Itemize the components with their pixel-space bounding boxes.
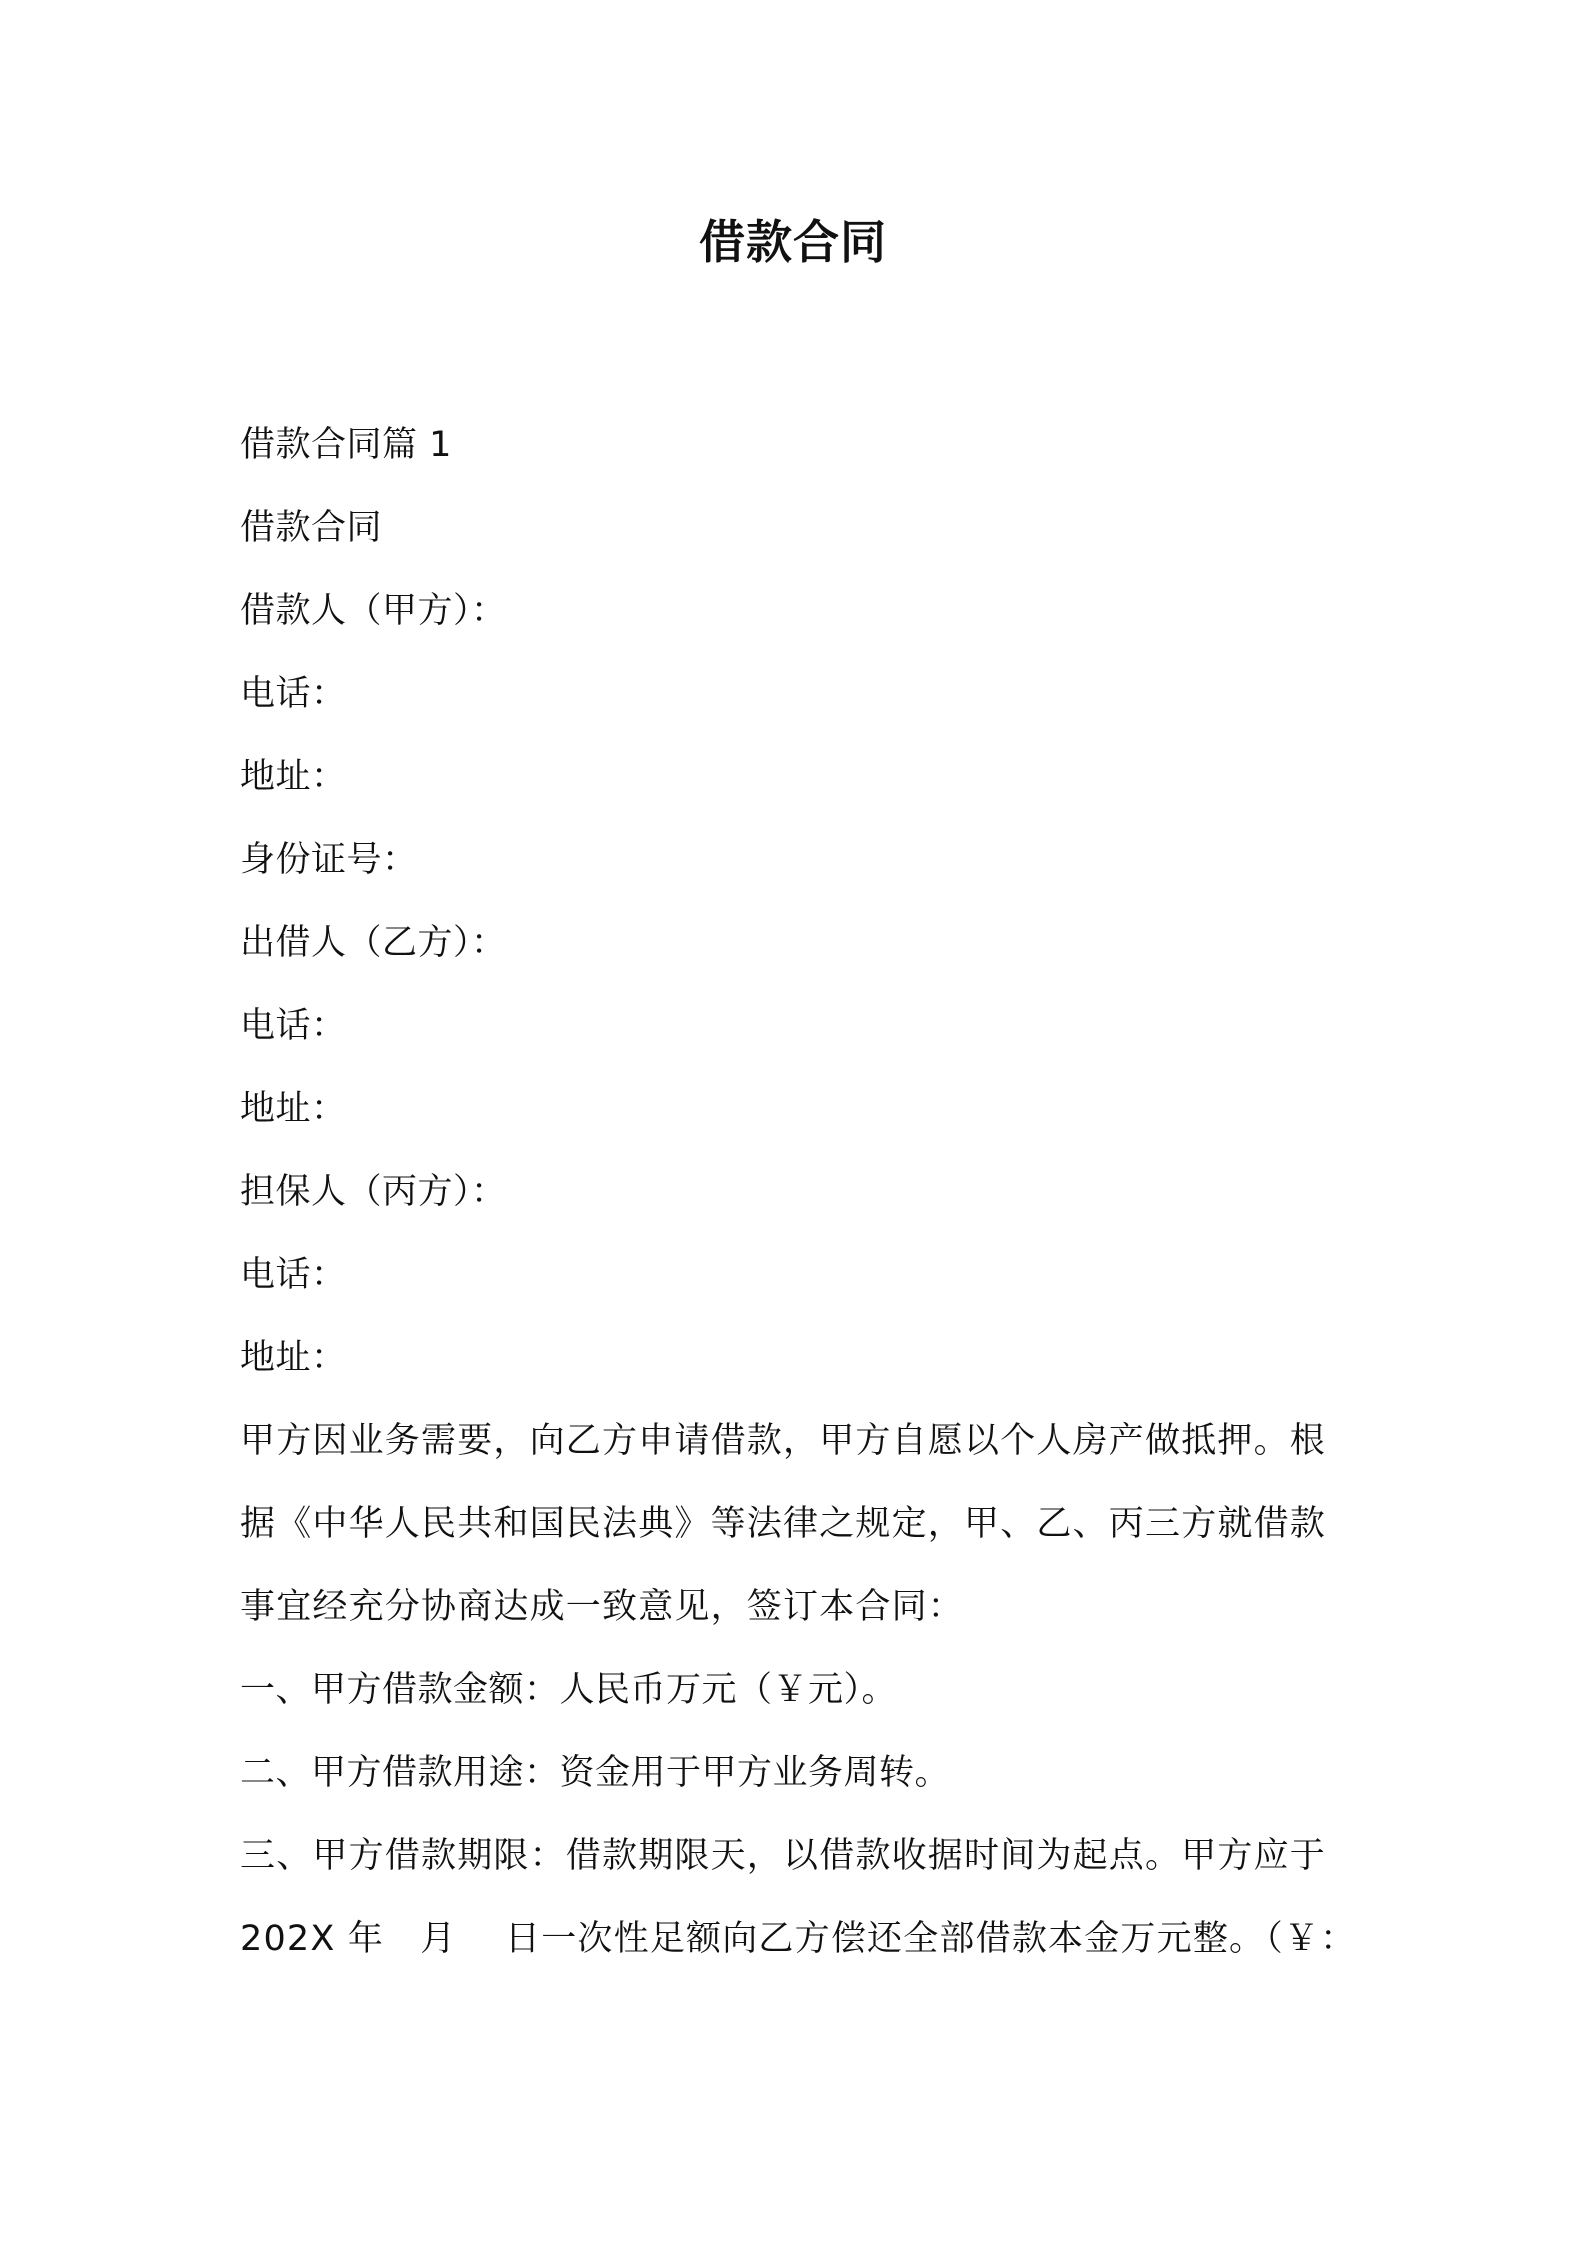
lender-field: 出借人（乙方）： [240,923,507,963]
paragraph-line: 三、甲方借款期限：借款期限天，以借款收据时间为起点。甲方应于 [240,1836,1327,1876]
clause-loan-purpose: 二、甲方借款用途：资金用于甲方业务周转。 [240,1753,951,1793]
contract-subtitle: 借款合同 [240,508,383,548]
lender-address-field: 地址： [240,1089,347,1129]
borrower-id-field: 身份证号： [240,840,418,880]
intro-paragraph [240,1400,1360,1649]
paragraph-line: 甲方因业务需要，向乙方申请借款，甲方自愿以个人房产做抵押。根 [240,1421,1327,1461]
clause-loan-amount: 一、甲方借款金额：人民币万元（￥元）。 [240,1670,898,1710]
lender-phone-field: 电话： [240,1006,347,1046]
guarantor-address-field: 地址： [240,1338,347,1378]
borrower-field: 借款人（甲方）： [240,591,507,631]
guarantor-field: 担保人（丙方）： [240,1172,507,1212]
document-body [240,404,1360,1981]
section-heading: 借款合同篇 1 [240,425,452,465]
paragraph-line: 事宜经充分协商达成一致意见，签订本合同： [240,1587,965,1627]
guarantor-phone-field: 电话： [240,1255,347,1295]
paragraph-line: 据《中华人民共和国民法典》等法律之规定，甲、乙、丙三方就借款 [240,1504,1327,1544]
borrower-phone-field: 电话： [240,674,347,714]
paragraph-line: 202X 年 月 日一次性足额向乙方偿还全部借款本金万元整。（￥： [240,1919,1357,1959]
borrower-address-field: 地址： [240,757,347,797]
document-title: 借款合同 [699,215,887,269]
clause-loan-term [240,1815,1360,1981]
